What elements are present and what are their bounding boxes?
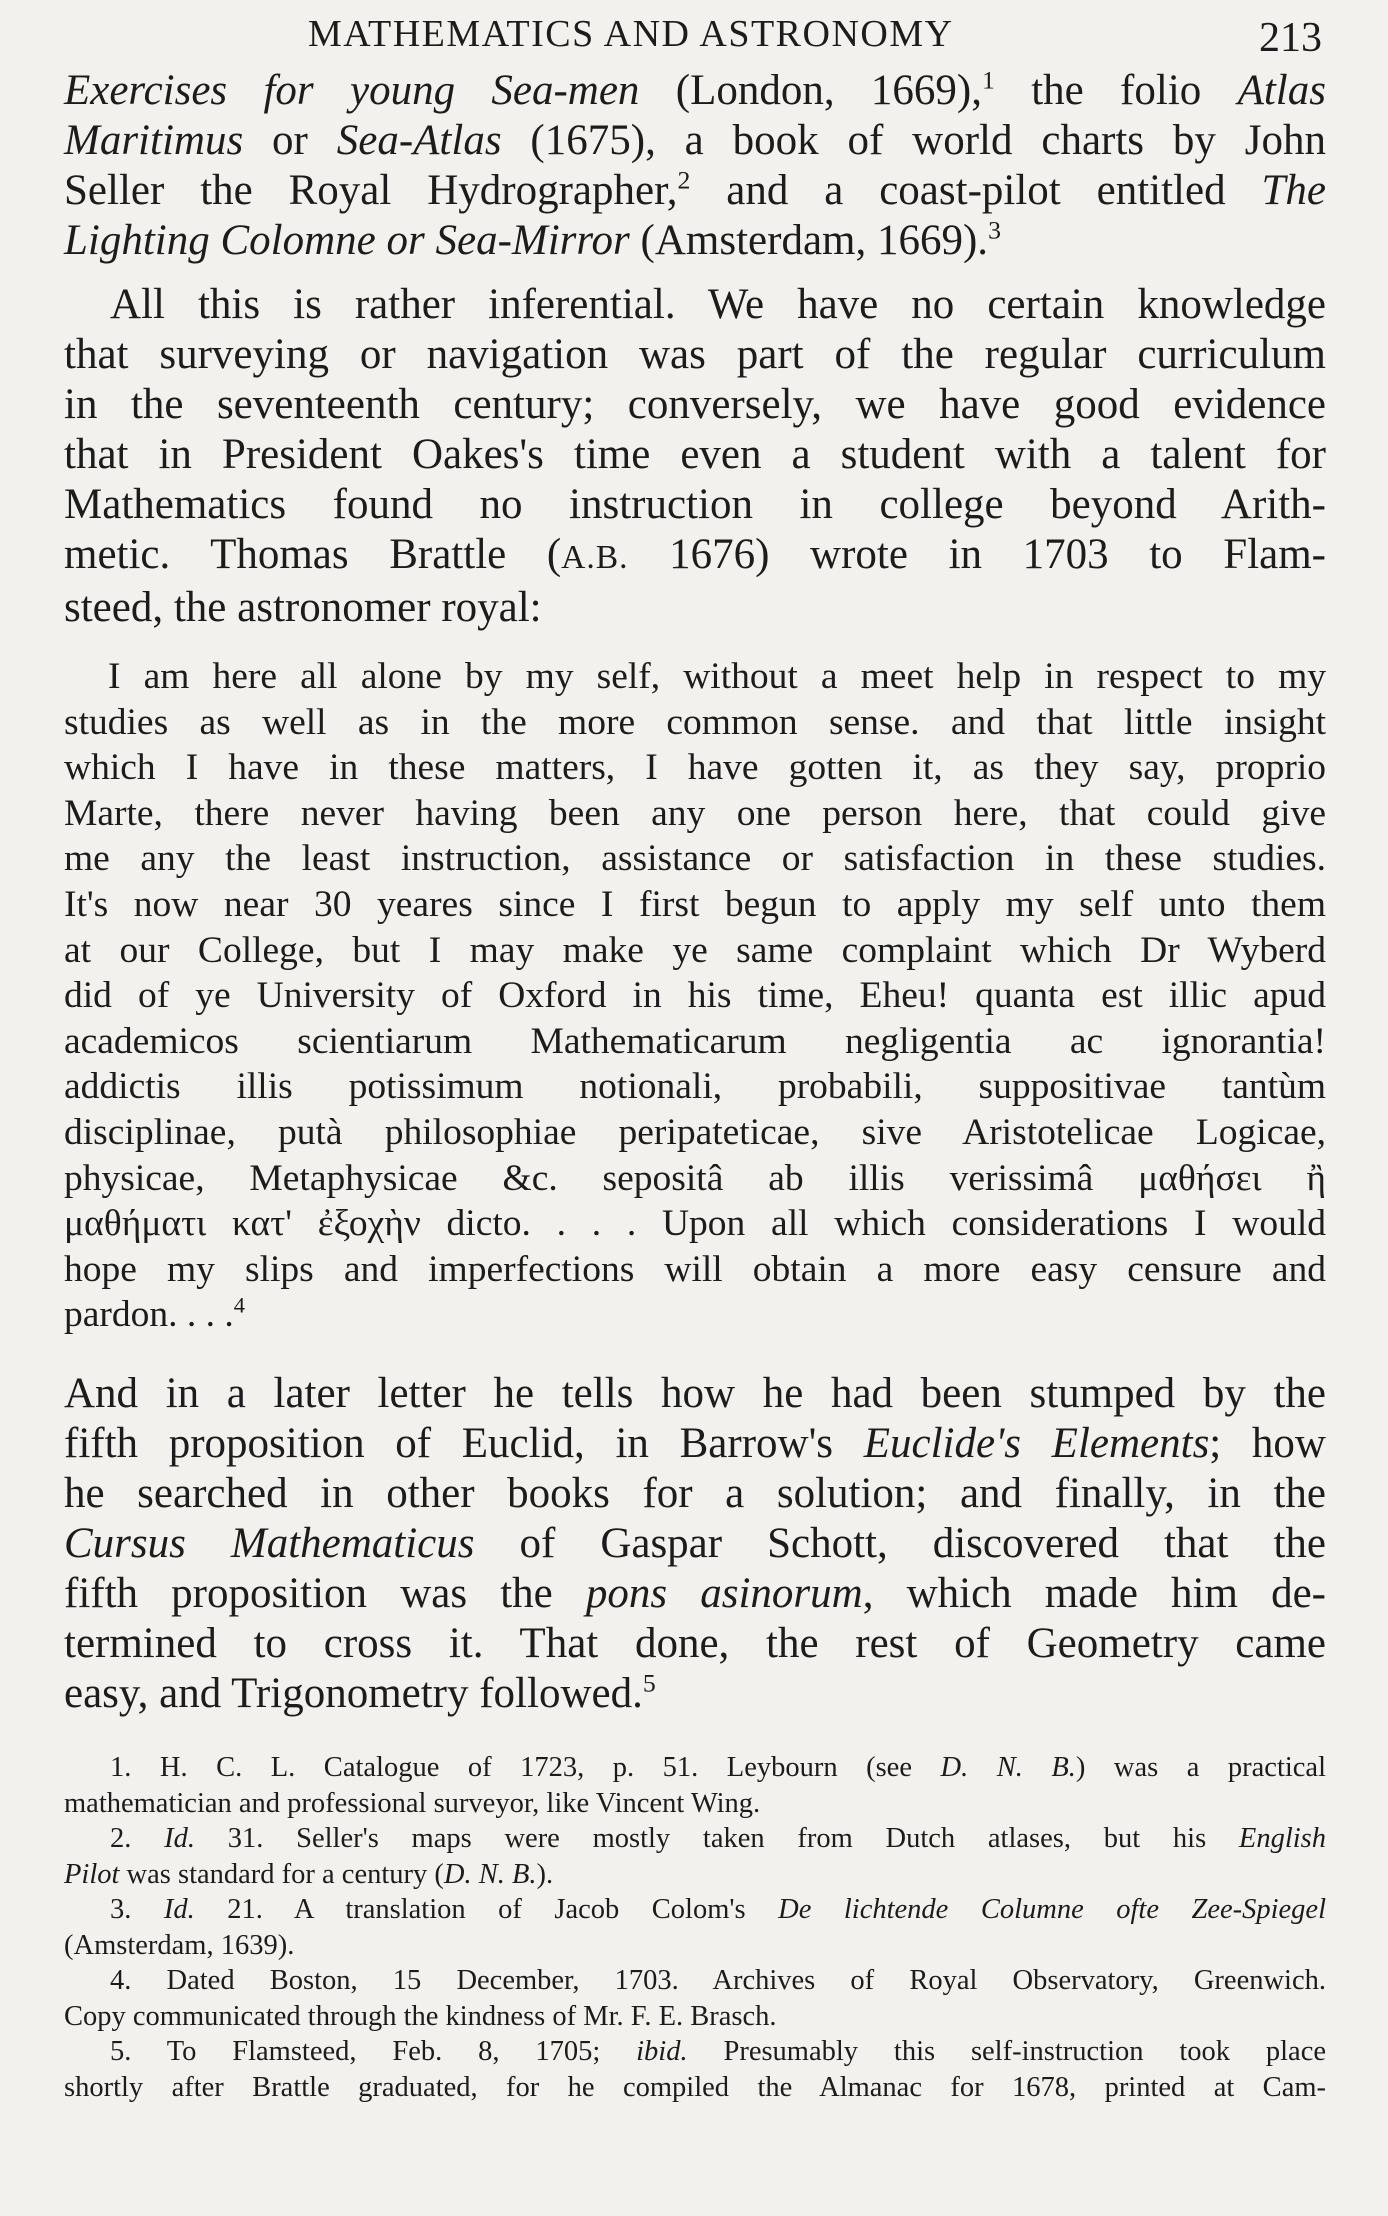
quote-line: disciplinae, putà philosophiae peripateticae, sive Aristotelicae Logicae,	[64, 1111, 1326, 1153]
paragraph	[64, 1369, 1326, 1719]
footnote-line: 3. Id. 21. A translation of Jacob Colom's De lichtende Columne ofte Zee-Spiegel	[110, 1894, 1327, 1925]
paragraph	[64, 280, 1326, 633]
text-line: steed, the astronomer royal:	[64, 584, 542, 631]
footnote-ref[interactable]: 1	[981, 65, 995, 95]
paragraph-continued	[64, 66, 1326, 266]
running-title: MATHEMATICS AND ASTRONOMY	[308, 13, 954, 55]
block-quote	[64, 654, 1326, 1338]
quote-line: Marte, there never having been any one person here, that could give	[64, 792, 1326, 834]
text-line: Cursus Mathematicus of Gaspar Schott, discovered that the	[64, 1520, 1326, 1567]
text-line: he searched in other books for a solution; and finally, in the	[64, 1470, 1326, 1517]
footnote-line: Pilot was standard for a century (D. N. B.).	[64, 1858, 554, 1890]
footnote-line: Copy communicated through the kindness of Mr. F. E. Brasch.	[64, 2000, 777, 2032]
footnote-ref[interactable]: 5	[642, 1668, 656, 1698]
quote-line: I am here all alone by my self, without a meet help in respect to my	[108, 656, 1326, 697]
quote-line: which I have in these matters, I have gotten it, as they say, proprio	[64, 747, 1326, 789]
footnote-line: shortly after Brattle graduated, for he compiled the Almanac for 1678, printed at Cam-	[64, 2071, 1326, 2103]
quote-line: academicos scientiarum Mathematicarum negligentia ac ignorantia!	[64, 1020, 1326, 1062]
text-line: Seller the Royal Hydrographer,$^2$ and a coast-pilot entitled The	[64, 165, 1326, 214]
quote-line: studies as well as in the more common sense. and that little insight	[64, 701, 1326, 743]
quote-line: μαθήματι κατ' ἐξοχὴν dicto. . . . Upon all which considerations I would	[64, 1203, 1326, 1245]
text-line: termined to cross it. That done, the rest of Geometry came	[64, 1620, 1326, 1667]
text-line: Lighting Colomne or Sea-Mirror (Amsterdam, 1669).$^3$	[64, 215, 1001, 264]
quote-line: me any the least instruction, assistance or satisfaction in these studies.	[64, 838, 1326, 880]
text-line: Mathematics found no instruction in college beyond Arith-	[64, 481, 1326, 528]
quote-line: hope my slips and imperfections will obtain a more easy censure and	[64, 1248, 1326, 1290]
quote-line: physicae, Metaphysicae &c. sepositâ ab illis verissimâ μαθήσει ἢ	[64, 1157, 1326, 1199]
text-line: that surveying or navigation was part of the regular curriculum	[64, 331, 1326, 378]
footnote-ref[interactable]: 4	[233, 1292, 246, 1318]
footnote-line: (Amsterdam, 1639).	[64, 1929, 295, 1961]
text-line: fifth proposition was the pons asinorum, which made him de-	[64, 1570, 1326, 1617]
text-line: Exercises for young Sea-men (London, 1669),$^1$ the folio Atlas	[64, 65, 1326, 114]
text-line: in the seventeenth century; conversely, we have good evidence	[64, 381, 1326, 428]
quote-line: did of ye University of Oxford in his time, Eheu! quanta est illic apud	[64, 975, 1326, 1017]
text-line: Maritimus or Sea-Atlas (1675), a book of world charts by John	[64, 117, 1326, 164]
text-line: fifth proposition of Euclid, in Barrow's Euclide's Elements; how	[64, 1420, 1326, 1467]
footnote-ref[interactable]: 3	[988, 215, 1001, 245]
text-line: that in President Oakes's time even a student with a talent for	[64, 431, 1326, 478]
footnote-line: 2. Id. 31. Seller's maps were mostly taken from Dutch atlases, but his English	[110, 1823, 1326, 1854]
text-line: All this is rather inferential. We have no certain knowledge	[110, 281, 1326, 328]
text-line: easy, and Trigonometry followed.$^5$	[64, 1668, 656, 1717]
footnote-line: 4. Dated Boston, 15 December, 1703. Archives of Royal Observatory, Greenwich.	[110, 1965, 1326, 1996]
page-number: 213	[1259, 15, 1322, 61]
footnote-ref[interactable]: 2	[677, 165, 691, 195]
footnotes	[64, 1750, 1326, 2105]
quote-line: at our College, but I may make ye same complaint which Dr Wyberd	[64, 929, 1326, 971]
quote-line: It's now near 30 yeares since I first begun to apply my self unto them	[64, 883, 1326, 925]
footnote-line: mathematician and professional surveyor, like Vincent Wing.	[64, 1787, 761, 1819]
footnote-line: 5. To Flamsteed, Feb. 8, 1705; ibid. Presumably this self-instruction took place	[110, 2036, 1326, 2067]
page-header	[0, 12, 1388, 62]
footnote-line: 1. H. C. L. Catalogue of 1723, p. 51. Leybourn (see D. N. B.) was a practical	[110, 1752, 1327, 1783]
quote-line: pardon. . . .$^4$	[64, 1292, 246, 1336]
text-line: metic. Thomas Brattle (A.B. 1676) wrote in 1703 to Flam-	[64, 531, 1326, 578]
quote-line: addictis illis potissimum notionali, probabili, suppositivae tantùm	[64, 1066, 1326, 1108]
text-line: And in a later letter he tells how he had been stumped by the	[64, 1370, 1326, 1417]
